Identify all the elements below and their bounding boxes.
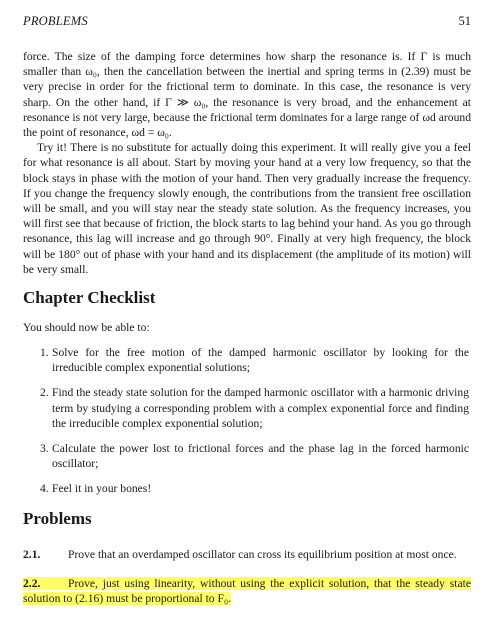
checklist-item-number: 4. [40, 482, 49, 496]
problem-text: Prove, just using linearity, without using the explicit solution, that the steady state solution to (2.16) must be proportional to F₀. [23, 577, 471, 606]
problem-item-highlighted [23, 576, 471, 606]
problems-heading: Problems [23, 509, 92, 528]
checklist-item-text: Solve for the free motion of the damped harmonic oscillator by looking for the irreducible complex exponential solutions; [52, 346, 469, 375]
problem-item [23, 547, 471, 562]
checklist-item-number: 3. [40, 442, 49, 456]
running-header [23, 13, 471, 29]
checklist-intro: You should now be able to: [23, 321, 150, 334]
paragraph: force. The size of the damping force determines how sharp the resonance is. If Γ is much smaller than ω₀, then the cancellation between the inertial and spring terms in (2.39) must be very precise in order for the frictional term to dominate. In this case, the resonance is very sharp. On the other hand, if Γ ≫ ω₀, the resonance is very broad, and the enhancement at resonance is not very large, because the frictional term dominates for a large range of ωd around the point of resonance, ωd = ω₀. [23, 50, 471, 140]
checklist-item-number: 2. [40, 386, 49, 400]
problem-number: 2.1. [23, 548, 41, 561]
checklist-item-text: Find the steady state solution for the damped harmonic oscillator with a harmonic driving term by studying a corresponding problem with a complex exponential force and finding the irreducible complex exponential solution; [52, 386, 469, 430]
checklist-item-text: Feel it in your bones! [52, 482, 152, 496]
checklist-item [40, 345, 469, 375]
body-text [23, 49, 471, 277]
checklist [40, 345, 469, 507]
page-number: 51 [458, 14, 471, 28]
problem-text: Prove that an overdamped oscillator can cross its equilibrium position at most once. [68, 548, 457, 561]
checklist-item-number: 1. [40, 346, 49, 359]
checklist-item [40, 385, 469, 431]
chapter-checklist-heading: Chapter Checklist [23, 288, 156, 307]
problem-number: 2.2. [23, 577, 41, 590]
checklist-item [40, 481, 469, 496]
checklist-item-text: Calculate the power lost to frictional forces and the phase lag in the forced harmonic oscillator; [52, 442, 469, 471]
checklist-item [40, 441, 469, 471]
paragraph: Try it! There is no substitute for actually doing this experiment. It will really give you a feel for what resonance is all about. Start by moving your hand at a very low frequency, so that the block stays in phase with the motion of your hand. Then very gradually increase the frequency. If you change the frequency slowly enough, the contributions from the transient free oscillation will be small, and you will stay near the steady state solution. As the frequency increases, you will first see that because of friction, the block starts to lag behind your hand. As you go through resonance, this lag will increase and go through 90°. Finally at very high frequency, the block will be 180° out of phase with your hand and its displacement (the amplitude of its motion) will be very small. [23, 141, 471, 276]
running-title: PROBLEMS [23, 14, 88, 28]
